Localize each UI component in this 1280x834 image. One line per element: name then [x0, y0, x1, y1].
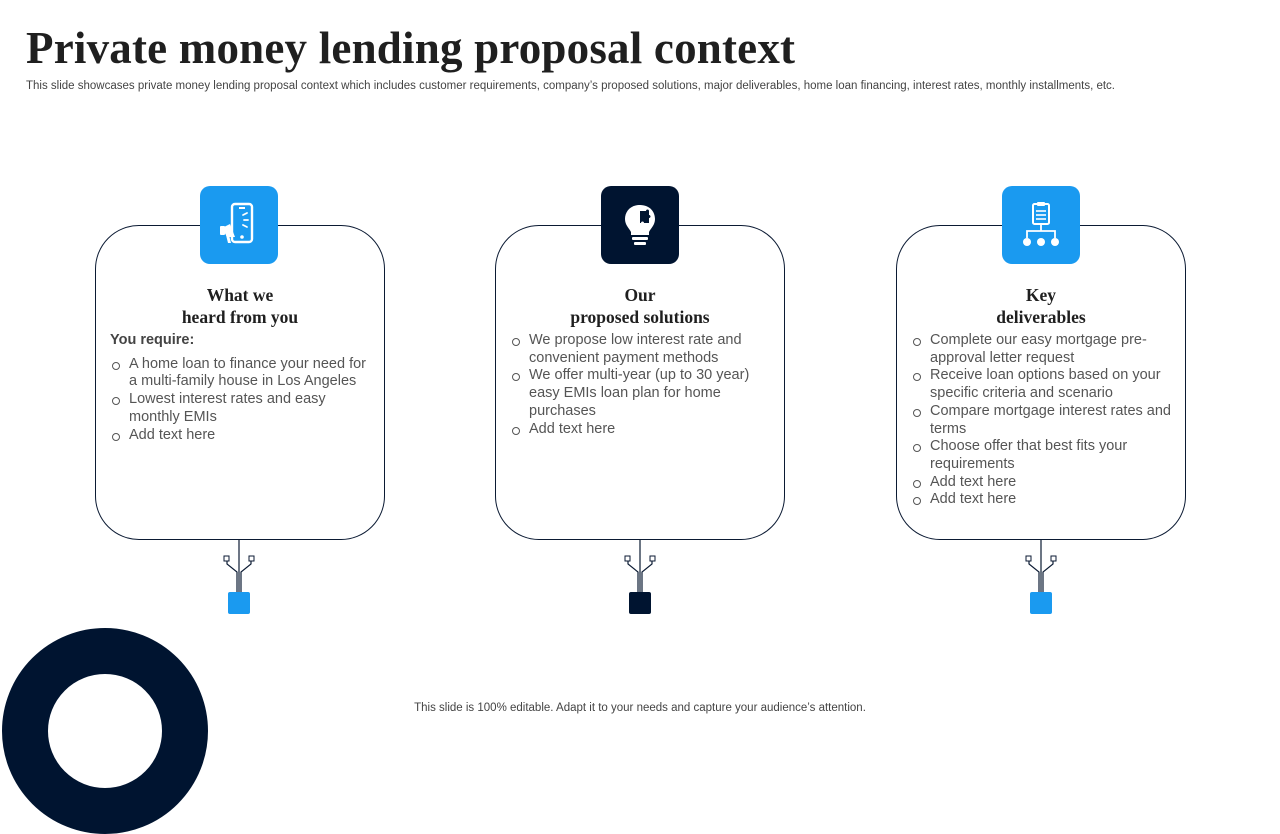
bullet-list — [110, 356, 370, 445]
card-what-we-heard — [95, 225, 385, 540]
card-heading-line2: proposed solutions — [570, 307, 710, 327]
bullet-item: A home loan to finance your need for a multi-family house in Los Angeles — [110, 356, 370, 391]
card-proposed-solutions — [495, 225, 785, 540]
bullet-item: Add text here — [911, 474, 1171, 492]
connector-1 — [219, 540, 259, 616]
bullet-item: Add text here — [510, 421, 770, 439]
card-body — [911, 332, 1171, 509]
bullet-list — [510, 332, 770, 438]
connector-2 — [620, 540, 660, 616]
lightbulb-puzzle-icon — [601, 186, 679, 264]
bullet-item: We propose low interest rate and convenient payment methods — [510, 332, 770, 367]
card-heading — [496, 284, 784, 328]
bullet-list — [911, 332, 1171, 509]
card-heading — [96, 284, 384, 328]
card-body — [510, 332, 770, 438]
bullet-item: Lowest interest rates and easy monthly EMIs — [110, 391, 370, 426]
bullet-item: Choose offer that best fits your requirements — [911, 438, 1171, 473]
card-heading-line1: Our — [624, 285, 656, 305]
slide-footer: This slide is 100% editable. Adapt it to your needs and capture your audience’s attention. — [414, 702, 866, 714]
card-heading-line2: deliverables — [996, 307, 1086, 327]
bullet-item: Complete our easy mortgage pre-approval letter request — [911, 332, 1171, 367]
card-body — [110, 332, 370, 444]
card-label: You require: — [110, 332, 195, 348]
bullet-item: Add text here — [110, 427, 370, 445]
slide-title: Private money lending proposal context — [26, 23, 796, 73]
card-key-deliverables — [896, 225, 1186, 540]
mobile-megaphone-icon — [200, 186, 278, 264]
bullet-item: We offer multi-year (up to 30 year) easy EMIs loan plan for home purchases — [510, 367, 770, 420]
bullet-item: Receive loan options based on your specific criteria and scenario — [911, 367, 1171, 402]
decorative-ring — [2, 628, 208, 834]
card-heading-line1: Key — [1025, 285, 1057, 305]
card-heading-line2: heard from you — [181, 307, 299, 327]
clipboard-hierarchy-icon — [1002, 186, 1080, 264]
connector-3 — [1021, 540, 1061, 616]
slide-subtitle: This slide showcases private money lending proposal context which includes customer requirements, company’s proposed solutions, major deliverables, home loan financing, interest rates, monthly installments, etc. — [26, 80, 1115, 92]
card-heading — [897, 284, 1185, 328]
card-heading-line1: What we — [206, 285, 274, 305]
bullet-item: Add text here — [911, 491, 1171, 509]
bullet-item: Compare mortgage interest rates and terms — [911, 403, 1171, 438]
